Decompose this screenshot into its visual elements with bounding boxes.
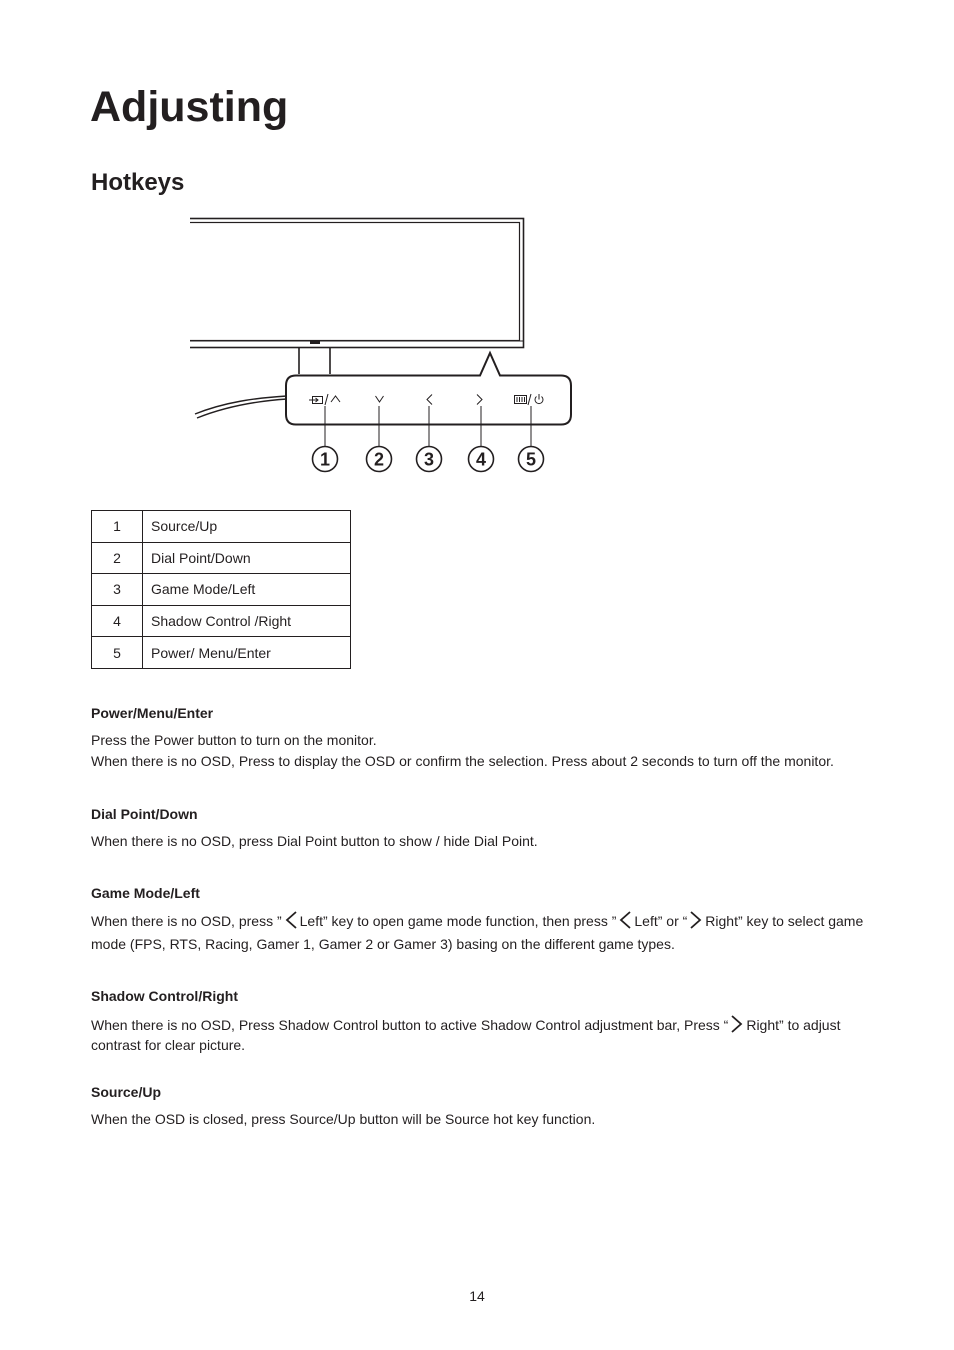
chevron-left-icon [284, 911, 298, 929]
text-run: Right” to adjust contrast for clear picture. [91, 1017, 841, 1053]
text-run: When there is no OSD, Press Shadow Control button to active Shadow Control adjustment bar, Press “ [91, 1017, 729, 1033]
table-cell-label: Source/Up [143, 511, 351, 543]
section-text: When the OSD is closed, press Source/Up button will be Source hot key function. [91, 1111, 596, 1127]
table-row [92, 542, 351, 574]
section-dial-point-down [91, 804, 871, 852]
section-source-up [91, 1082, 871, 1130]
section-text: When there is no OSD, Press to display the OSD or confirm the selection. Press about 2 seconds to turn off the monitor. [91, 753, 834, 769]
callout-label-3: 3 [423, 449, 435, 470]
table-row [92, 511, 351, 543]
section-heading: Shadow Control/Right [91, 988, 238, 1004]
table-cell-number: 2 [92, 542, 143, 574]
table-cell-label: Power/ Menu/Enter [143, 637, 351, 669]
section-text: When there is no OSD, press Dial Point button to show / hide Dial Point. [91, 833, 538, 849]
text-run: When there is no OSD, press ” [91, 913, 282, 929]
table-cell-number: 1 [92, 511, 143, 543]
monitor-frame [190, 219, 524, 348]
section-heading: Dial Point/Down [91, 806, 198, 822]
section-heading: Game Mode/Left [91, 885, 200, 901]
section-heading: Source/Up [91, 1084, 162, 1100]
table-row [92, 637, 351, 669]
section-text [91, 910, 871, 956]
table-cell-label: Game Mode/Left [143, 574, 351, 606]
table-cell-number: 4 [92, 605, 143, 637]
chevron-left-icon [618, 911, 632, 929]
section-title-hotkeys: Hotkeys [91, 169, 185, 196]
monitor-screen [190, 223, 520, 341]
hotkey-table [91, 510, 351, 669]
table-cell-label: Dial Point/Down [143, 542, 351, 574]
page-number: 14 [469, 1288, 485, 1304]
section-game-mode-left [91, 882, 871, 956]
section-text [91, 1015, 871, 1055]
callout-label-5: 5 [525, 449, 537, 470]
table-row [92, 574, 351, 606]
monitor-hotkey-diagram [190, 214, 580, 480]
table-cell-label: Shadow Control /Right [143, 605, 351, 637]
callout-label-2: 2 [373, 449, 385, 470]
text-run: Right” key to select game mode (FPS, RTS, Racing, Gamer 1, Gamer 2 or Gamer 3) basing on the different game types. [91, 913, 864, 952]
chevron-right-icon [689, 911, 703, 929]
callout-label-4: 4 [475, 449, 487, 470]
table-cell-number: 3 [92, 574, 143, 606]
text-run: Left” key to open game mode function, then press ” [299, 913, 617, 929]
callout-label-1: 1 [319, 449, 331, 470]
section-text: Press the Power button to turn on the monitor. [91, 732, 377, 748]
page-title: Adjusting [90, 83, 289, 131]
section-shadow-control-right [91, 986, 871, 1055]
section-power-menu-enter [91, 703, 871, 772]
chevron-right-icon [730, 1015, 744, 1033]
section-heading: Power/Menu/Enter [91, 705, 214, 721]
table-cell-number: 5 [92, 637, 143, 669]
table-row [92, 605, 351, 637]
monitor-stand [299, 348, 330, 374]
text-run: Left” or “ [634, 913, 688, 929]
